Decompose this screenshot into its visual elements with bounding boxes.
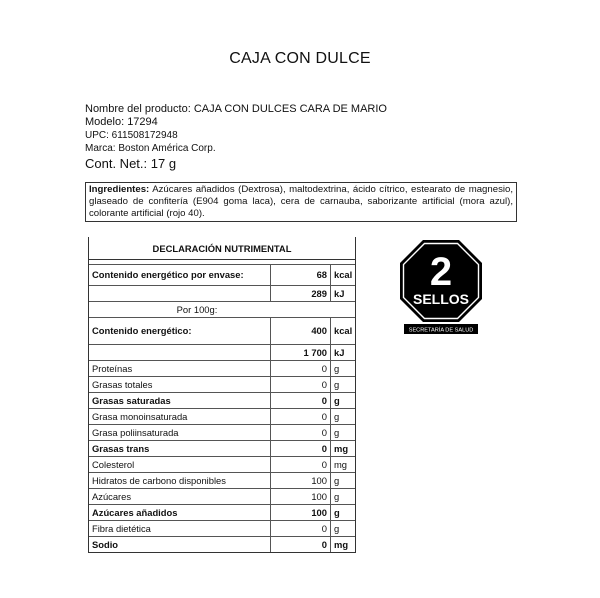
- table-row: Colesterol 0 mg: [89, 457, 355, 473]
- warning-seal-octagon-icon: [398, 238, 484, 338]
- energy-kj-unit: kJ: [330, 345, 355, 360]
- table-row: Sodio 0 mg: [89, 537, 355, 552]
- product-brand: Marca: Boston América Corp.: [85, 143, 216, 154]
- energy-per-package-kj-unit: kJ: [330, 286, 355, 301]
- seal-word: SELLOS: [412, 291, 470, 307]
- table-row: Grasas saturadas 0 g: [89, 393, 355, 409]
- product-net-content: Cont. Net.: 17 g: [85, 156, 177, 171]
- energy-per-package-kcal: 68: [270, 265, 330, 285]
- seal-number: 2: [429, 250, 453, 294]
- seal-caption: SECRETARÍA DE SALUD: [408, 327, 474, 334]
- energy-per-package-kcal-row: [89, 265, 355, 286]
- table-row: Grasas totales 0 g: [89, 377, 355, 393]
- energy-kcal-unit: kcal: [330, 318, 355, 344]
- energy-per-package-kj-row: [89, 286, 355, 302]
- table-row: Azúcares añadidos 100 g: [89, 505, 355, 521]
- product-info: [85, 103, 387, 172]
- ingredients-text: Azúcares añadidos (Dextrosa), maltodextrina, ácido cítrico, estearato de magnesio, glaseado de confitería (E904 goma laca), cera de carnauba, saborizante artificial (mora azul), colorante artificial (rojo 40).: [89, 184, 513, 219]
- energy-kcal: 400: [270, 318, 330, 344]
- product-upc: UPC: 611508172948: [85, 130, 178, 141]
- table-row: Proteínas 0 g: [89, 361, 355, 377]
- energy-per-package-label: Contenido energético por envase:: [92, 269, 244, 280]
- table-row: Azúcares 100 g: [89, 489, 355, 505]
- product-model: Modelo: 17294: [85, 116, 158, 128]
- ingredients-box: [85, 182, 517, 222]
- ingredients-label: Ingredientes:: [89, 184, 150, 195]
- energy-per-package-kcal-unit: kcal: [330, 265, 355, 285]
- per-100g-row: [89, 302, 355, 318]
- energy-label: Contenido energético:: [92, 325, 192, 336]
- page-title: CAJA CON DULCE: [229, 50, 371, 67]
- per-100g-label: Por 100g:: [176, 304, 218, 315]
- table-row: Grasa poliinsaturada 0 g: [89, 425, 355, 441]
- energy-kj-row: [89, 345, 355, 361]
- nutrition-header: DECLARACIÓN NUTRIMENTAL: [89, 237, 355, 260]
- nutrition-table: [88, 237, 356, 553]
- energy-kcal-row: [89, 318, 355, 345]
- table-row: Grasas trans 0 mg: [89, 441, 355, 457]
- table-row: Grasa monoinsaturada 0 g: [89, 409, 355, 425]
- table-row: Fibra dietética 0 g: [89, 521, 355, 537]
- energy-kj: 1 700: [270, 345, 330, 360]
- energy-per-package-kj: 289: [270, 286, 330, 301]
- table-row: Hidratos de carbono disponibles 100 g: [89, 473, 355, 489]
- product-name: Nombre del producto: CAJA CON DULCES CARA DE MARIO: [85, 103, 387, 115]
